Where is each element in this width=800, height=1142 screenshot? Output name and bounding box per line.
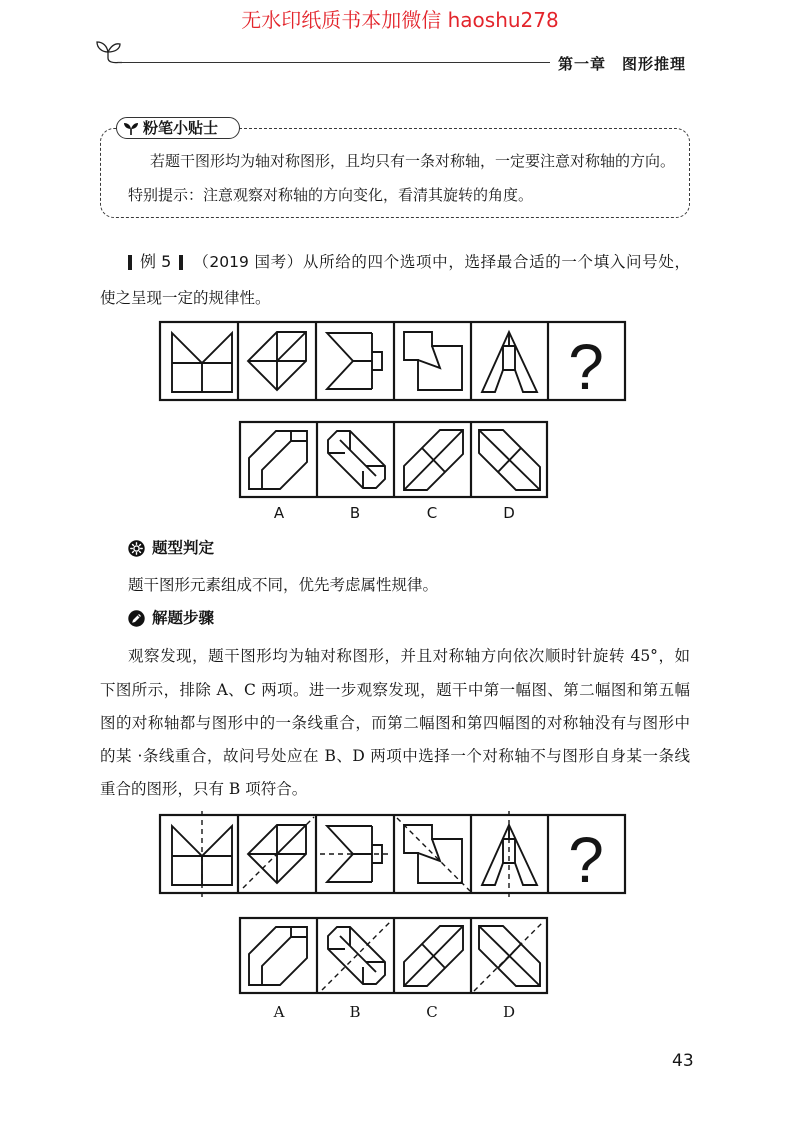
- solution-option-label-c: C: [426, 1003, 438, 1021]
- example-line-1: [128, 251, 690, 273]
- question-stem-figure-3-stroke: [372, 352, 382, 370]
- question-option-figure-a: [249, 431, 307, 489]
- tip-label: [116, 117, 240, 139]
- example-tag-bar: [128, 255, 132, 270]
- question-stem-row: [160, 322, 625, 403]
- question-stem-figure-2-stroke: [277, 332, 306, 361]
- solution-paragraph-line: 观察发现，题干图形均为轴对称图形，并且对称轴方向依次顺时针旋转 45°，如: [128, 647, 690, 665]
- example-tag-bar: [179, 255, 183, 270]
- question-option-figure-c: [404, 430, 463, 490]
- solution-stem-frame: [160, 815, 625, 893]
- question-figure: [150, 312, 640, 508]
- option-label-b: B: [349, 504, 361, 522]
- tip-label-text: 粉笔小贴士: [143, 119, 219, 137]
- type-judgement-text: 题干图形元素组成不同，优先考虑属性规律。: [128, 576, 439, 594]
- solution-option-figure-a-stroke: [249, 927, 307, 985]
- question-stem-figure-1: [172, 333, 232, 392]
- solution-option-label-d: D: [502, 1003, 516, 1021]
- question-stem-figure-3: [327, 333, 382, 389]
- question-option-figure-d: [479, 430, 540, 490]
- solution-paragraph-line: 的某 ·条线重合，故问号处应在 B、D 两项中选择一个对称轴不与图形自身某一条线: [100, 747, 690, 765]
- question-option-figure-b: [328, 431, 385, 488]
- option-label-c: C: [426, 504, 438, 522]
- example-question-text: （2019 国考）从所给的四个选项中，选择最合适的一个填入问号处，: [193, 253, 690, 271]
- question-stem-figure-4-stroke: [418, 346, 440, 368]
- solution-option-label-a: A: [273, 1003, 285, 1021]
- pencil-icon: [128, 610, 145, 627]
- solution-option-label-b: B: [349, 1003, 361, 1021]
- chapter-title: 第一章 图形推理: [558, 55, 687, 73]
- solution-option-figure-a: [249, 927, 307, 985]
- question-stem-frame: [160, 322, 625, 400]
- option-label-d: D: [503, 504, 515, 522]
- question-stem-figure-5-stroke: [503, 346, 515, 370]
- solution-paragraph-line: 重合的图形，只有 B 项符合。: [100, 780, 308, 798]
- solution-stem-row: [160, 815, 625, 896]
- solution-option-figure-a-stroke: [262, 937, 307, 985]
- sprout-icon: [94, 37, 122, 65]
- question-option-figure-a-stroke: [249, 431, 307, 489]
- option-label-a: A: [273, 504, 285, 522]
- symmetry-axis-stem-4: [397, 818, 470, 891]
- question-stem-figure-4: [404, 332, 462, 390]
- type-judgement-heading: 题型判定: [152, 539, 215, 557]
- tip-line-1: 若题干图形均为轴对称图形，且均只有一条对称轴，一定要注意对称轴的方向。: [150, 152, 676, 170]
- solution-option-row: [240, 918, 547, 993]
- sprout-icon: [123, 120, 139, 136]
- solution-paragraph-line: 下图所示，排除 A、C 两项。进一步观察发现，题干中第一幅图、第二幅图和第五幅: [100, 681, 690, 699]
- solution-stem-figure-3: [327, 826, 382, 882]
- page-number: 43: [672, 1051, 694, 1071]
- question-stem-figure-4-stroke: [404, 332, 462, 390]
- question-option-figure-a-stroke: [262, 441, 307, 489]
- solution-paragraph-line: 图的对称轴都与图形中的一条线重合，而第二幅图和第四幅图的对称轴没有与图形中: [100, 714, 690, 732]
- solution-steps-heading: 解题步骤: [152, 609, 215, 627]
- question-option-figure-b-stroke: [328, 431, 385, 488]
- gear-icon: [128, 540, 145, 557]
- solution-option-figure-c: [404, 926, 463, 986]
- example-line-2: 使之呈现一定的规律性。: [100, 289, 271, 307]
- question-option-row: [240, 422, 547, 497]
- solution-question-mark: ?: [568, 824, 604, 896]
- question-question-mark: ?: [568, 331, 604, 403]
- tip-line-2: 特别提示：注意观察对称轴的方向变化，看清其旋转的角度。: [128, 186, 534, 204]
- solution-figure: [150, 806, 640, 1006]
- example-tag: 例 5: [140, 252, 172, 271]
- header-rule: [118, 62, 550, 63]
- question-stem-figure-5: [482, 332, 537, 392]
- question-stem-figure-2: [248, 332, 306, 390]
- watermark-text: 无水印纸质书本加微信 haoshu278: [241, 8, 559, 32]
